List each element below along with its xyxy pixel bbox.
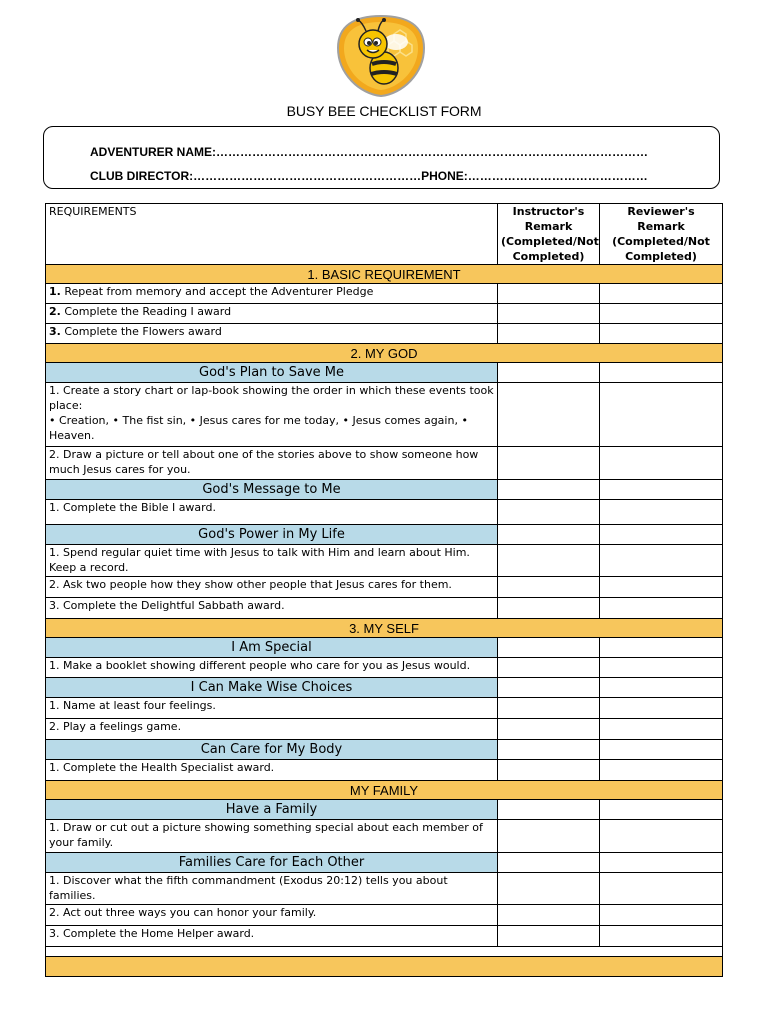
table-header-row (46, 204, 723, 265)
reviewer-remark-cell[interactable] (600, 658, 723, 678)
subsection-care-for-body: Can Care for My Body (46, 740, 723, 760)
requirement-text: 2. Draw a picture or tell about one of the stories above to show someone how much Jesus cares for you. (46, 447, 498, 480)
subsection-have-a-family: Have a Family (46, 800, 723, 820)
instructor-remark-cell[interactable] (498, 698, 600, 719)
table-row (46, 447, 723, 480)
instructor-remark-cell[interactable] (498, 658, 600, 678)
instructor-remark-cell[interactable] (498, 800, 600, 820)
requirement-text: 2. Ask two people how they show other people that Jesus cares for them. (46, 577, 498, 598)
reviewer-remark-cell[interactable] (600, 853, 723, 873)
instructor-remark-cell[interactable] (498, 363, 600, 383)
section-my-family: MY FAMILY (46, 781, 723, 800)
instructor-remark-cell[interactable] (498, 926, 600, 947)
reviewer-remark-cell[interactable] (600, 525, 723, 545)
instructor-remark-cell[interactable] (498, 304, 600, 324)
table-row (46, 905, 723, 926)
section-my-god: 2. MY GOD (46, 344, 723, 363)
subsection-wise-choices: I Can Make Wise Choices (46, 678, 723, 698)
adventurer-info-box (43, 126, 720, 189)
reviewer-remark-cell[interactable] (600, 480, 723, 500)
requirement-text: 1. Name at least four feelings. (46, 698, 498, 719)
requirements-header: REQUIREMENTS (46, 204, 498, 265)
instructor-remark-cell[interactable] (498, 638, 600, 658)
table-row (46, 926, 723, 947)
requirement-text: 3. Complete the Home Helper award. (46, 926, 498, 947)
table-footer-band (46, 957, 723, 977)
instructor-remark-cell[interactable] (498, 598, 600, 619)
reviewer-remark-cell[interactable] (600, 820, 723, 853)
instructor-remark-cell[interactable] (498, 383, 600, 447)
table-row (46, 284, 723, 304)
reviewer-remark-cell[interactable] (600, 719, 723, 740)
reviewer-remark-cell[interactable] (600, 324, 723, 344)
instructor-remark-cell[interactable] (498, 873, 600, 905)
requirement-text: 2. Act out three ways you can honor your family. (46, 905, 498, 926)
table-row (46, 719, 723, 740)
form-title: BUSY BEE CHECKLIST FORM (286, 103, 482, 119)
reviewer-remark-cell[interactable] (600, 598, 723, 619)
instructor-remark-cell[interactable] (498, 853, 600, 873)
table-row (46, 383, 723, 447)
requirement-text: 1. Complete the Health Specialist award. (46, 760, 498, 781)
requirement-text: 1. Make a booklet showing different people who care for you as Jesus would. (46, 658, 498, 678)
requirement-text: 1. Create a story chart or lap-book showing the order in which these events took place: • Creation, • The fist sin, • Jesus cares for me today, • Jesus comes again, • Heaven. (46, 383, 498, 447)
instructor-remark-cell[interactable] (498, 760, 600, 781)
table-row (46, 873, 723, 905)
requirement-text: 2. Play a feelings game. (46, 719, 498, 740)
table-row (46, 577, 723, 598)
section-basic-requirement: 1. BASIC REQUIREMENT (46, 265, 723, 284)
reviewer-remark-cell[interactable] (600, 678, 723, 698)
instructor-remark-cell[interactable] (498, 905, 600, 926)
reviewer-remark-cell[interactable] (600, 304, 723, 324)
reviewer-remark-cell[interactable] (600, 545, 723, 577)
reviewer-remark-cell[interactable] (600, 500, 723, 525)
table-row (46, 947, 723, 957)
instructor-remark-header: Instructor's Remark (Completed/Not Completed) (498, 204, 600, 265)
subsection-gods-power: God's Power in My Life (46, 525, 723, 545)
reviewer-remark-cell[interactable] (600, 383, 723, 447)
instructor-remark-cell[interactable] (498, 740, 600, 760)
reviewer-remark-cell[interactable] (600, 638, 723, 658)
instructor-remark-cell[interactable] (498, 577, 600, 598)
instructor-remark-cell[interactable] (498, 525, 600, 545)
table-row (46, 820, 723, 853)
requirement-text: 1. Complete the Bible I award. (46, 500, 498, 525)
requirement-text: 2. Complete the Reading I award (46, 304, 498, 324)
checklist-table (45, 203, 723, 977)
reviewer-remark-cell[interactable] (600, 363, 723, 383)
instructor-remark-cell[interactable] (498, 480, 600, 500)
spacer-cell (46, 947, 723, 957)
table-row (46, 324, 723, 344)
table-row (46, 760, 723, 781)
instructor-remark-cell[interactable] (498, 447, 600, 480)
table-row (46, 658, 723, 678)
requirement-text: 1. Draw or cut out a picture showing something special about each member of your family. (46, 820, 498, 853)
reviewer-remark-cell[interactable] (600, 284, 723, 304)
footer-band-cell (46, 957, 723, 977)
reviewer-remark-cell[interactable] (600, 740, 723, 760)
adventurer-name-field[interactable]: ADVENTURER NAME:……………………………………………………………………………………………… (90, 145, 648, 159)
requirement-text: 3. Complete the Flowers award (46, 324, 498, 344)
subsection-i-am-special: I Am Special (46, 638, 723, 658)
reviewer-remark-cell[interactable] (600, 800, 723, 820)
reviewer-remark-cell[interactable] (600, 760, 723, 781)
reviewer-remark-cell[interactable] (600, 905, 723, 926)
reviewer-remark-cell[interactable] (600, 698, 723, 719)
requirement-text: 1. Discover what the fifth commandment (Exodus 20:12) tells you about families. (46, 873, 498, 905)
bee-mascot-icon (336, 14, 426, 98)
requirement-text: 1. Spend regular quiet time with Jesus to talk with Him and learn about Him. Keep a record. (46, 545, 498, 577)
instructor-remark-cell[interactable] (498, 545, 600, 577)
reviewer-remark-header: Reviewer's Remark (Completed/Not Completed) (600, 204, 723, 265)
instructor-remark-cell[interactable] (498, 500, 600, 525)
club-director-phone-field[interactable]: CLUB DIRECTOR:…………………………………………………PHONE:……………………………………… (90, 169, 648, 183)
table-row (46, 304, 723, 324)
table-row (46, 598, 723, 619)
subsection-families-care: Families Care for Each Other (46, 853, 723, 873)
subsection-gods-message: God's Message to Me (46, 480, 723, 500)
table-row (46, 545, 723, 577)
section-my-self: 3. MY SELF (46, 619, 723, 638)
reviewer-remark-cell[interactable] (600, 447, 723, 480)
subsection-gods-plan: God's Plan to Save Me (46, 363, 723, 383)
instructor-remark-cell[interactable] (498, 324, 600, 344)
requirement-text: 3. Complete the Delightful Sabbath award. (46, 598, 498, 619)
instructor-remark-cell[interactable] (498, 719, 600, 740)
table-row (46, 500, 723, 525)
reviewer-remark-cell[interactable] (600, 873, 723, 905)
instructor-remark-cell[interactable] (498, 284, 600, 304)
reviewer-remark-cell[interactable] (600, 577, 723, 598)
requirement-text: 1. Repeat from memory and accept the Adventurer Pledge (46, 284, 498, 304)
instructor-remark-cell[interactable] (498, 678, 600, 698)
table-row (46, 698, 723, 719)
instructor-remark-cell[interactable] (498, 820, 600, 853)
reviewer-remark-cell[interactable] (600, 926, 723, 947)
